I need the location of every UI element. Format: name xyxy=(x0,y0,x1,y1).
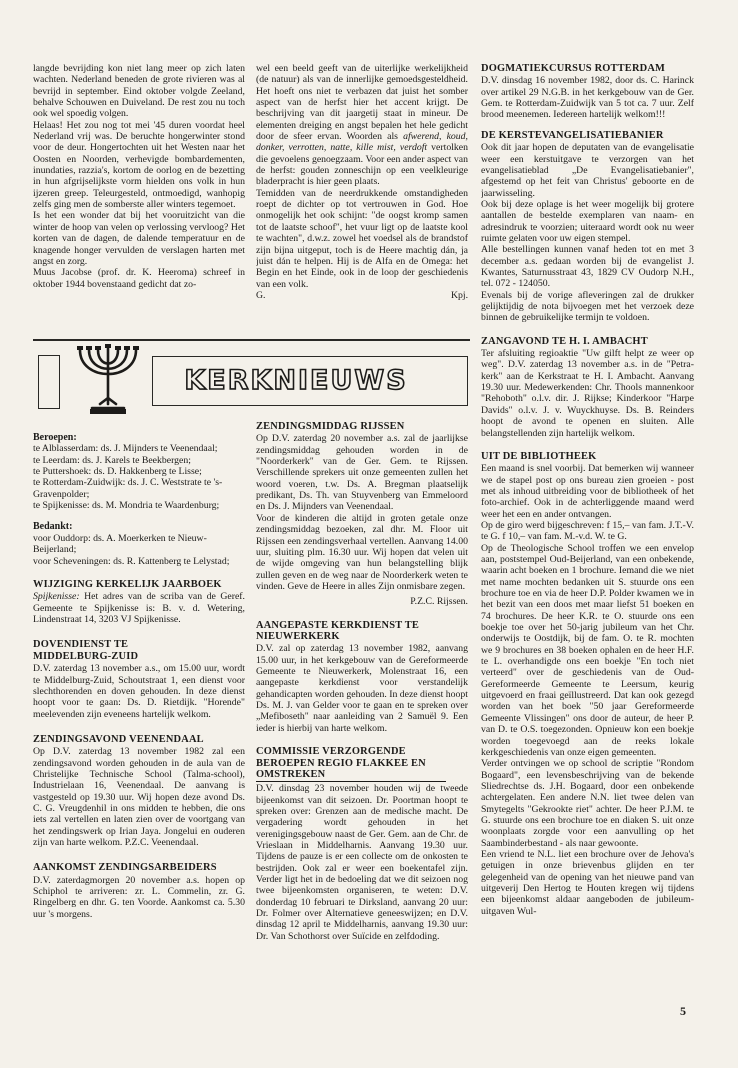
bedankt-heading: Bedankt: xyxy=(33,521,73,533)
top-middle-column xyxy=(256,63,468,325)
top-left-column xyxy=(33,63,245,325)
signature-right: Kpj. xyxy=(450,289,468,301)
kerknieuws-title: KERKNIEUWS xyxy=(184,365,408,396)
commissie-heading: COMMISSIE VERZORGENDE BEROEPEN REGIO FLAKKEE EN OMSTREKEN xyxy=(256,746,446,782)
rijssen-heading: ZENDINGSMIDDAG RIJSSEN xyxy=(256,421,405,432)
banner-left-box xyxy=(38,355,60,409)
veenendaal-heading: ZENDINGSAVOND VEENENDAAL xyxy=(33,733,204,745)
kerstevangelisatie-body: Ook dit jaar hopen de deputaten van de evangelisatie weer een kerstuitgave te verzorgen van het evangelisatieblad „De Evangelisatiebanier", afgestemd op het feit van Christus' geboorte en de jaarwisseling. Ook bij deze oplage is het weer mogelijk bij grotere aantallen de bestelde exemplaren van naam- en adresindruk te voorzien; uiteraard wordt ook nu weer ruimte gelaten voor uw eigen stempel. Alle bestellingen kunnen vanaf heden tot en met 3 december a.s. gedaan worden bij de evangelist J. Kwantes, Saturnusstraat 43, 1829 CV Oudorp N.H., tel. 072 - 124050. Evenals bij de vorige afleveringen zal de drukker gelijktijdig de nota bijvoegen met het verzoek deze binnen de gebruikelijke termijn te voldoen. xyxy=(481,142,694,324)
banner-divider xyxy=(33,339,470,341)
ambacht-body: Ter afsluiting regioaktie "Uw gilft helpt ze weer op weg". D.V. zaterdag 13 november a.s. in de "Petra-kerk" aan de Kerkstraat te H. I. Ambacht. Aanvang 19.30 uur. Medewerkenden: Chr. Thools mannenkoor "Rehoboth" o.l.v. dir. J. Rijkse; Kinderkoor "Harpe Davids" o.l.v. J. v. Wuyckhuyse. Ds. B. Reinders hoopt de avond te openen en sluiten. Alle belangstellenden zijn hartelijk welkom. xyxy=(481,348,694,439)
poem-commentary xyxy=(256,63,468,290)
dogmatiek-heading: DOGMATIEKCURSUS ROTTERDAM xyxy=(481,63,666,74)
rijssen-signature: P.Z.C. Rijssen. xyxy=(410,596,468,608)
dovendienst-heading: DOVENDIENST TE MIDDELBURG-ZUID xyxy=(33,639,139,662)
page-number: 5 xyxy=(680,1004,686,1018)
dovendienst-body: D.V. zaterdag 13 november a.s., om 15.00 uur, wordt te Middelburg-Zuid, Schoutstraat 1, een dienst voor slechthorenden en doven gehouden. In deze dienst hoopt voor te gaan: Ds. D. Rietdijk. "Horende" meelevenden zijn eveneens hartelijk welkom. xyxy=(33,663,245,720)
aankomst-heading: AANKOMST ZENDINGSARBEIDERS xyxy=(33,862,217,874)
intro-paragraph: langde bevrijding kon niet lang meer op zich laten wachten. Nederland beneden de grote rivieren was al bevrijd in september. Eind oktober volgde Zeeland, behalve Schouwen en Duiveland. De rest zou nu toch ook wel spoedig volgen. Helaas! Het zou nog tot mei '45 duren voordat heel Nederland vrij was. De beruchte hongerwinter stond voor de deur. Hongertochten uit het Westen naar het Oosten en Noorden, verhevigde bombardementen, inundaties, razzia's, kortom de oorlog en de bezetting in hun afgrijselijkste vorm hielden ons volk in hun ijzeren greep. Teleurgesteld, ontmoedigd, wanhopig zelfs ging men de somberste aller winters tegemoet. Is het een wonder dat bij het vooruitzicht van die winter de hoop van velen op verlossing vervloog? Het korten van de dagen, de dalende temperatuur en de knagende honger vervulden de verslagen harten met angst en zorg. Muus Jacobse (prof. dr. K. Heeroma) schreef in oktober 1944 bovenstaand gedicht dat zo- xyxy=(33,63,245,290)
aangepaste-heading: AANGEPASTE KERKDIENST TE NIEUWERKERK xyxy=(256,619,420,642)
menorah-icon xyxy=(72,342,144,418)
bedankt-body: voor Ouddorp: ds. A. Moerkerken te Nieuw-Beijerland; voor Scheveningen: ds. R. Kattenberg te Lelystad; xyxy=(33,532,230,567)
beroepen-heading: Beroepen: xyxy=(33,432,77,443)
jaarboek-italic: Spijkenisse: xyxy=(33,591,80,603)
kerstevangelisatie-heading: DE KERSTEVANGELISATIEBANIER xyxy=(481,129,664,141)
commissie-body: D.V. dinsdag 23 november houden wij de tweede bijeenkomst van dit seizoen. Dr. Poortman hoopt te spreken over: Grenzen aan de medische macht. De vergadering wordt gehouden in het verenigingsgebouw naast de Ger. Gem. aan de Chr. de Vrieslaan in Middelharnis. Aanvang 19.30 uur. Tijdens de pauze is er een collecte om de onkosten te bestrijden. Ook zal er weer een boekentafel zijn. Verder ligt het in de bedoeling dat we dit seizoen nog twee bijeenkomsten organiseren, te weten: D.V. donderdag 10 februari te Dirksland, aanvang 20 uur: Dr. Folmer over Alternatieve geneeswijzen; en D.V. dinsdag 12 april te Middelharnis, aanvang 19.30 uur: Dr. Van Schothorst over Suïcide en zelfdoding. xyxy=(256,783,468,942)
jaarboek-body xyxy=(33,591,245,625)
dogmatiek-body: D.V. dinsdag 16 november 1982, door ds. C. Harinck over artikel 29 N.G.B. in het kerkgebouw van de Ger. Gem. te Rotterdam-Zuidwijk van 5 tot ca. 7 uur. Zelf brood meenemen. Iedereen hartelijk welkom!!! xyxy=(481,75,694,121)
jaarboek-heading: WIJZIGING KERKELIJK JAARBOEK xyxy=(33,578,222,590)
rijssen-body: Op D.V. zaterdag 20 november a.s. zal de jaarlijkse zendingsmiddag gehouden worden in de "Noorderkerk" van de Ger. Gem. te Rijssen. Verschillende sprekers uit onze gemeenten zullen het woord voeren, t.w. Ds. A. Bregman plaatselijk predikant, Ds. Th. van Stuyvenberg van Emmeloord en Ds. J. Mijnders van Veenendaal. Voor de kinderen die altijd in groten getale onze zendingsmiddag bezoeken, zal dhr. M. Floor uit Rijssen een zendingsverhaal vertellen. Aanvang 14.00 uur, sluiting plm. 16.30 uur. Wij hopen dat velen uit de wijde omgeving van hun belangstelling blijk zullen geven en de weg naar de Noorderkerk weten te vinden. Geve de Heere in alles Zijn onmisbare zegen. xyxy=(256,433,468,592)
aangepaste-body: D.V. zal op zaterdag 13 november 1982, aanvang 15.00 uur, in het kerkgebouw van de Gereformeerde Gemeente te Nieuwerkerk, Molenstraat 16, een aangepaste kerkdienst voor verstandelijk gehandicapten worden gehouden. In deze dienst hoopt Ds. M. J. van Gelder voor te gaan en te spreken over „Mefiboseth" naar aanleiding van 2 Samuël 9. Een ieder is hierbij van harte welkom. xyxy=(256,643,468,734)
commentary-text-1: wel een beeld geeft van de uiterlijke werkelijkheid (de natuur) als van de innerlijke gemoedsgesteldheid. Het hoeft ons niet te verbazen dat juist het somber aspect van de herfst hier het accent krijgt. De beschrijving van dit jaargetij staat in mineur. De elementen dreiging en angst bepalen het hele gedicht door de sfeer ervan. Woorden als xyxy=(256,63,468,143)
ambacht-heading: ZANGAVOND TE H. I. AMBACHT xyxy=(481,335,648,347)
beroepen-body: te Alblasserdam: ds. J. Mijnders te Veenendaal; te Leerdam: ds. J. Karels te Beekbergen; te Puttershoek: ds. D. Hakkenberg te Lisse; te Rotterdam-Zuidwijk: ds. J. C. Weststrate te 's-Gravenpolder; te Spijkenisse: ds. M. Mondria te Waardenburg; xyxy=(33,443,223,512)
bibliotheek-heading: UIT DE BIBLIOTHEEK xyxy=(481,450,597,462)
right-column xyxy=(481,63,694,1023)
commentary-signature xyxy=(256,290,468,301)
jaarboek-text: Het adres van de scriba van de Geref. Gemeente te Spijkenisse is: B. v. d. Wetering, Lindenstraat 14, 3203 VJ Spijkenisse. xyxy=(33,591,245,625)
middle-column xyxy=(256,421,468,1021)
commentary-text-2: vertolken die gevoelens genoegzaam. Voor een ander aspect van de herfst: gouden zonneschijn op een veelkleurige bladerpracht is hier geen plaats. Temidden van de neerdrukkende omstandigheden roept de dichter op tot vertrouwen in God. Hoe onmogelijk het ook schijnt: "de oogst kromp samen tot de laatste schoof", het vuur ligt op de laatste kool te wachten", d.w.z. zowel het voedsel als de brandstof zijn bijna uitgeput, toch is de Heere machtig dán, ja juist dán te helpen. Hij is de Alfa en de Omega: het Begin en het Einde, ook in de loop der geschiedenis van een volk. xyxy=(256,142,468,290)
aankomst-body: D.V. zaterdagmorgen 20 november a.s. hopen op Schiphol te arriveren: zr. L. Commelin, zr. G. Ringelberg en dhr. G. ten Voorde. Aankomst ca. 5.30 uur 's morgens. xyxy=(33,874,245,920)
commentary-italic: afwerend, koud, donker, verrotten, natte, kille mist, verdoft xyxy=(256,131,468,154)
left-column xyxy=(33,432,245,1022)
signature-left: G. xyxy=(256,289,266,301)
bibliotheek-body: Een maand is snel voorbij. Dat bemerken wij wanneer we de stapel post op ons bureau zien groeien - post met als inhoud uitbreiding voor de bibliotheek of het foto-archief. Ook in de achterliggende maand werd weer het een en ander ontvangen. Op de giro werd bijgeschreven: f 15,– van fam. J.T.-V. te G. f 10,– van fam. M.-v.d. W. te G. Op de Theologische School troffen we een envelop aan, poststempel Oud-Beijerland, van een onbekende, waarin acht boeken en 1 brochure. Iemand die we niet met name mochten bedanken uit S. stuurde ons een brochure toe en via de heer D.P. Polder kwamen we in het bezit van een doos met maar liefst 51 boeken en 74 brochures. De heer K.R. te O. stuurde ons een boekje toe over het 50-jarig jubileum van het Chr. onderwijs te Oostdijk, bij de fam. O. te R. mochten we 9 brochures en 38 boeken ophalen en de heer H.F. te L. overhandigde ons een boekje "En toch niet verteerd" over de geschiedenis van de Oud-Gereformeerde Gemeente te Leersum, keurig uitgevoerd en fraai geïllustreerd. Dat kan ook gezegd worden van het boek "50 jaar Gereformeerde Gemeente Vlissingen" ons door de auteur, de heer P. van D. te O.S. toegezonden. Opnieuw kon een boekje worden toegevoegd aan de reeks lokale kerkgeschiedenis van onze eigen gemeenten. Verder ontvingen we op school de scriptie "Rondom Bogaard", een levensbeschrijving van de bekende Sliedrechtse ds. J.H. Bogaard, door een onbekende achtergelaten. Een andere N.N. liet twee delen van Smytegelts "Gekrookte riet" achter. De heer P.J.M. te G. stuurde ons een brochure toe en diaken S. uit onze woonplaats zorgde voor een aanvulling op het Saambinderbestand - als naar gewoonte. Een vriend te N.L. liet een brochure over de Jehova's getuigen in onze brievenbus glijden en ter gelegenheid van de opening van het nieuwe pand van uitgeverij Den Hertog te Houten kregen wij tijdens een bijeenkomst aldaar aangeboden de jubileum-uitgaven Wul- xyxy=(481,463,694,917)
veenendaal-body: Op D.V. zaterdag 13 november 1982 zal een zendingsavond worden gehouden in de aula van de Christelijke Technische School (Talma-school), Industrielaan 16, Veenendaal. De aanvang is vastgesteld op 19.30 uur. Wij hopen deze avond Ds. C. G. Vreugdenhil in ons midden te hebben, die ons iets zal vertellen en laten zien over de voortgang van het zendingswerk op Irian Jaya. Jongelui en ouderen zijn van harte welkom. P.Z.C. Veenendaal. xyxy=(33,746,245,849)
